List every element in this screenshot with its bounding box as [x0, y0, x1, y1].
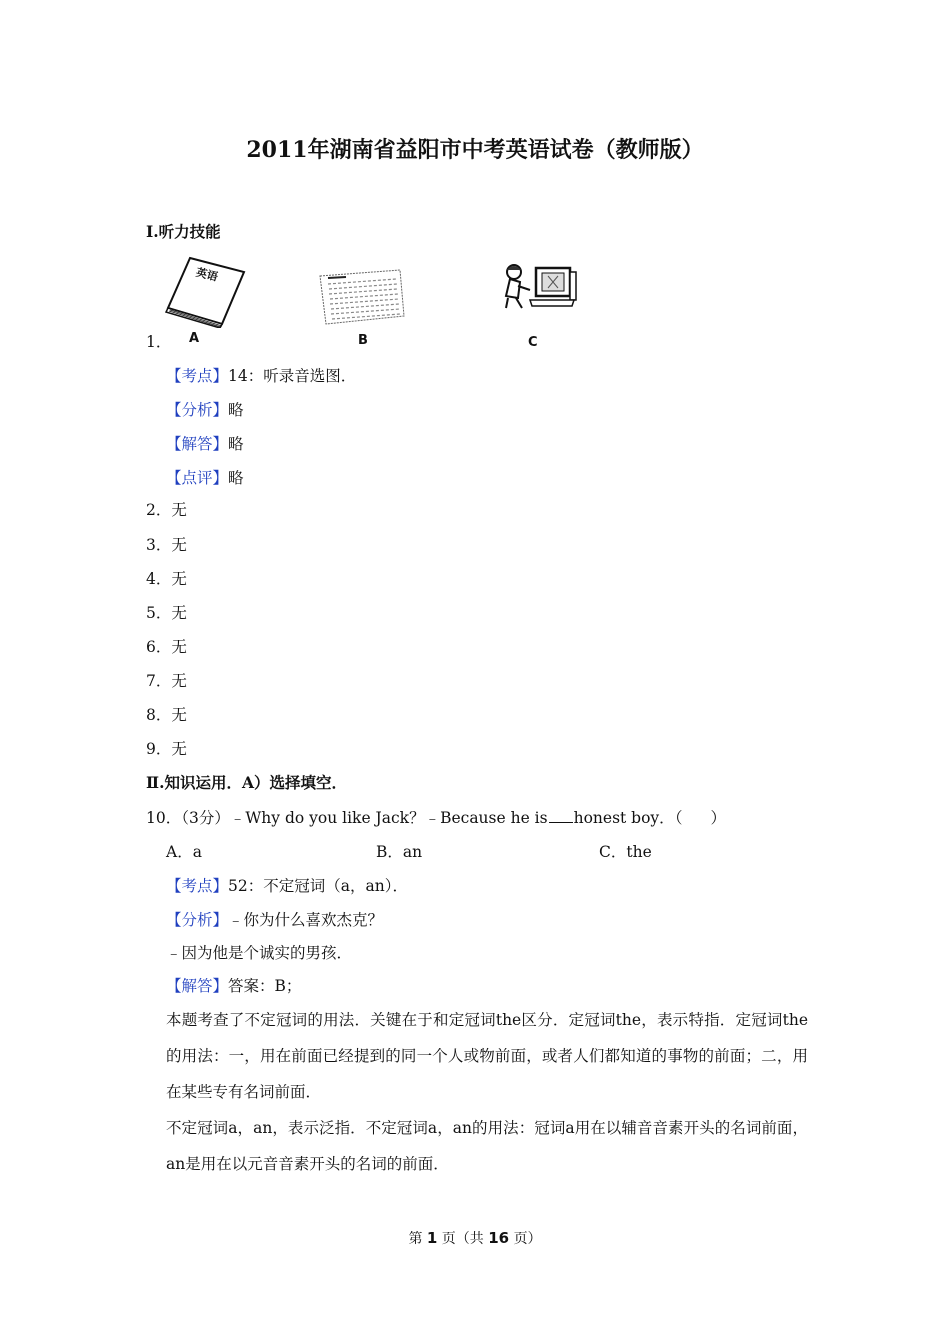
- question-text-before: ﹣Why do you like Jack？﹣Because he is: [229, 809, 548, 827]
- question-number: 8．: [146, 706, 172, 724]
- question-text: 无: [171, 740, 187, 758]
- question-number: 6．: [146, 638, 172, 656]
- question-text: 无: [171, 672, 187, 690]
- answer-paren-close: ）: [710, 809, 726, 827]
- question-text: 无: [171, 570, 187, 588]
- question-number: 9．: [146, 740, 172, 758]
- section-heading-listening: Ⅰ.听力技能: [146, 222, 221, 241]
- question-number: 2．: [146, 501, 172, 519]
- option-text: an: [402, 843, 423, 861]
- footer-prefix: 第: [408, 1231, 423, 1247]
- kaodian-tag: 【考点】: [166, 877, 229, 895]
- footer-page-number: 1: [426, 1229, 438, 1247]
- question-number: 1．: [146, 333, 172, 351]
- question-number: 3．: [146, 536, 172, 554]
- option-label-c: C: [528, 335, 538, 350]
- section-heading-knowledge: Ⅱ.知识运用．A）选择填空．: [146, 773, 347, 792]
- q1-jieda: [166, 434, 244, 454]
- q10-kaodian: [166, 876, 408, 896]
- question-text: 无: [171, 604, 187, 622]
- jieda-tag: 【解答】: [166, 977, 229, 995]
- jieda-text: 略: [228, 435, 244, 453]
- question-item: [146, 637, 187, 657]
- q1-kaodian: [166, 366, 356, 386]
- q1-dianping: [166, 468, 244, 488]
- explanation-paragraph-2: 不定冠词a，an，表示泛指．不定冠词a，an的用法：冠词a用在以辅音音素开头的名词前面，an是用在以元音音素开头的名词的前面．: [166, 1119, 808, 1173]
- question-score: （3分）: [181, 809, 230, 827]
- fenxi-tag: 【分析】: [166, 401, 229, 419]
- computer-user-picture-icon: [500, 262, 580, 312]
- explanation-paragraph-1: 本题考查了不定冠词的用法．关键在于和定冠词the区分．定冠词the，表示特指．定冠词the的用法：一，用在前面已经提到的同一个人或物前面，或者人们都知道的事物的前面；二，用在某些专有名词前面．: [166, 1011, 808, 1101]
- option-label: C．: [599, 843, 627, 861]
- jieda-text: 答案：B；: [228, 977, 302, 995]
- q1-fenxi: [166, 400, 244, 420]
- question-item: [146, 603, 187, 623]
- fenxi-text: ﹣你为什么喜欢杰克？: [228, 911, 384, 929]
- option-label-a: A: [189, 331, 200, 346]
- newspaper-picture-icon: [316, 268, 406, 326]
- page-title: 2011年湖南省益阳市中考英语试卷（教师版）: [246, 137, 704, 163]
- book-picture-icon: [162, 254, 252, 328]
- q10-fenxi: [166, 910, 383, 930]
- answer-blank: [549, 808, 573, 823]
- question-item: [146, 569, 187, 589]
- dianping-tag: 【点评】: [166, 469, 229, 487]
- option-b: [376, 842, 422, 862]
- option-text: a: [192, 843, 202, 861]
- question-number: 5．: [146, 604, 172, 622]
- book-cover-text: 英语: [194, 265, 220, 284]
- option-label: A．: [166, 843, 193, 861]
- kaodian-tag: 【考点】: [166, 367, 229, 385]
- question-text: 无: [171, 638, 187, 656]
- question-item: [146, 739, 187, 759]
- option-a: [166, 842, 202, 862]
- question-item: [146, 535, 187, 555]
- q10-jieda: [166, 976, 301, 996]
- question-10-stem: [146, 808, 726, 828]
- question-number: 7．: [146, 672, 172, 690]
- jieda-tag: 【解答】: [166, 435, 229, 453]
- question-text-after: honest boy．: [573, 809, 675, 827]
- answer-paren-open: （: [674, 809, 683, 827]
- dianping-text: 略: [228, 469, 244, 487]
- question-item: [146, 671, 187, 691]
- question-number: 10．: [146, 809, 182, 827]
- question-item: [146, 705, 187, 725]
- question-text: 无: [171, 501, 187, 519]
- kaodian-text: 52：不定冠词（a，an）．: [228, 877, 408, 895]
- option-label-b: B: [358, 333, 368, 348]
- page-footer: [0, 1228, 950, 1249]
- fenxi-text: 略: [228, 401, 244, 419]
- option-text: the: [626, 843, 652, 861]
- fenxi-tag: 【分析】: [166, 911, 229, 929]
- option-label: B．: [376, 843, 403, 861]
- question-item: [146, 500, 187, 520]
- question-text: 无: [171, 536, 187, 554]
- q10-fenxi-line2: ﹣因为他是个诚实的男孩．: [166, 944, 353, 962]
- kaodian-text: 14：听录音选图．: [228, 367, 357, 385]
- footer-suffix: 页）: [513, 1231, 542, 1247]
- footer-middle: 页（共: [441, 1231, 484, 1247]
- question-text: 无: [171, 706, 187, 724]
- footer-total-pages: 16: [488, 1229, 510, 1247]
- question-number: 4．: [146, 570, 172, 588]
- option-c: [599, 842, 652, 862]
